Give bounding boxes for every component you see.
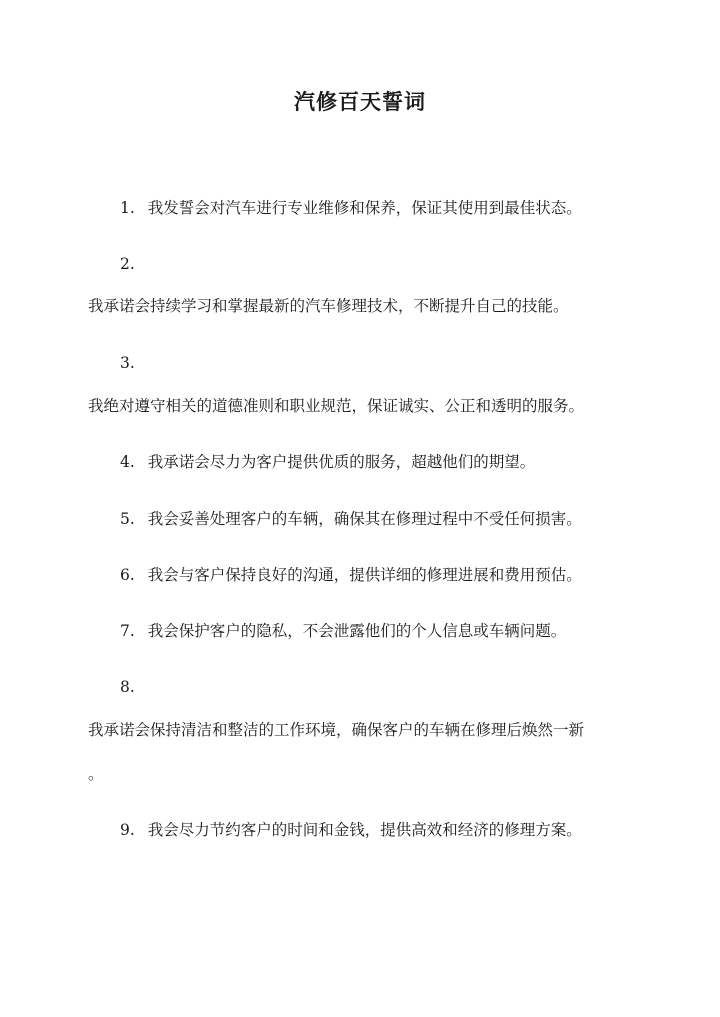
pledge-item-5 (120, 509, 582, 529)
pledge-item-7 (120, 621, 566, 641)
item-number: 5. (120, 510, 135, 528)
pledge-item-8-text: 我承诺会保持清洁和整洁的工作环境，确保客户的车辆在修理后焕然一新 (88, 721, 585, 739)
item-number: 6. (120, 566, 135, 584)
item-number: 4. (120, 453, 135, 471)
item-text: 我会妥善处理客户的车辆，确保其在修理过程中不受任何损害。 (147, 510, 582, 528)
pledge-item-3-number: 3. (120, 354, 135, 372)
pledge-item-9 (120, 820, 582, 840)
item-text: 我承诺会尽力为客户提供优质的服务，超越他们的期望。 (147, 453, 536, 471)
item-text: 我会保护客户的隐私，不会泄露他们的个人信息或车辆问题。 (147, 622, 567, 640)
pledge-item-6 (120, 565, 582, 585)
item-text: 我发誓会对汽车进行专业维修和保养，保证其使用到最佳状态。 (147, 199, 582, 217)
pledge-item-3-text: 我绝对遵守相关的道德准则和职业规范，保证诚实、公正和透明的服务。 (88, 397, 585, 415)
item-text: 我会尽力节约客户的时间和金钱，提供高效和经济的修理方案。 (147, 821, 582, 839)
pledge-item-8-number: 8. (120, 678, 135, 696)
item-number: 7. (120, 622, 135, 640)
pledge-item-1 (120, 198, 582, 218)
document-title: 汽修百天誓词 (294, 89, 426, 114)
item-text: 我会与客户保持良好的沟通，提供详细的修理进展和费用预估。 (147, 566, 582, 584)
pledge-item-8-overflow: 。 (88, 765, 104, 783)
pledge-item-4 (120, 452, 535, 472)
pledge-item-2-text: 我承诺会持续学习和掌握最新的汽车修理技术，不断提升自己的技能。 (88, 297, 569, 315)
item-number: 1. (120, 199, 135, 217)
pledge-item-2-number: 2. (120, 255, 135, 273)
item-number: 9. (120, 821, 135, 839)
